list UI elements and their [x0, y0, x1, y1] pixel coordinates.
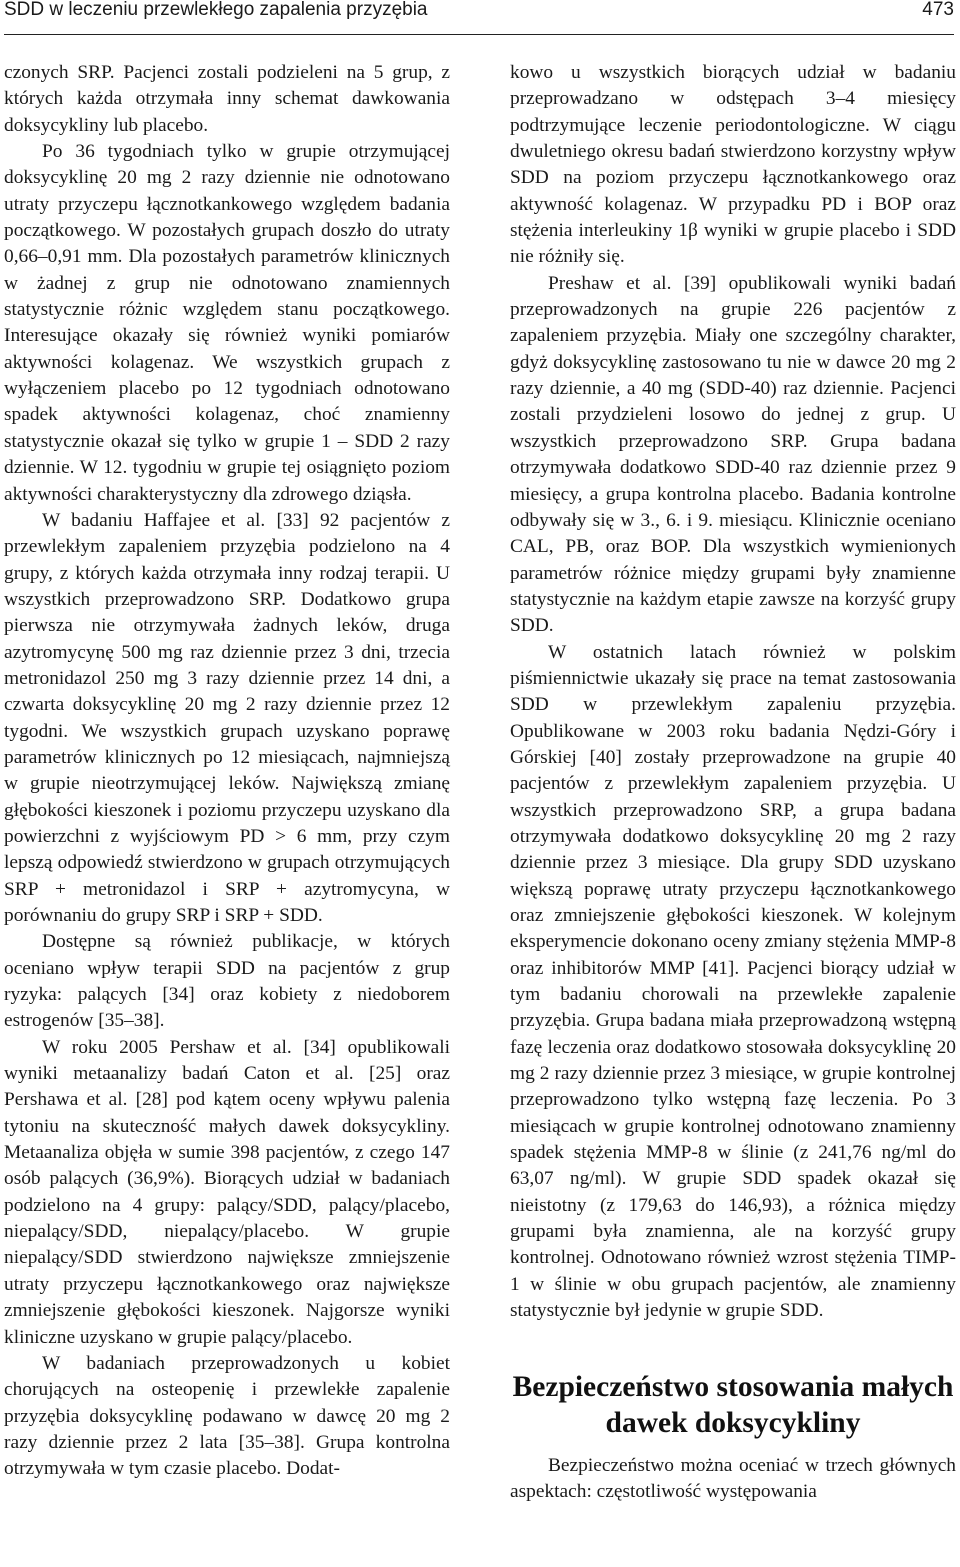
right-column: [510, 60, 956, 1505]
page-header: [4, 0, 954, 35]
body-paragraph: Bezpieczeństwo można oceniać w trzech głównych aspektach: częstotliwość występowania: [510, 1454, 956, 1502]
body-paragraph: W badaniach przeprowadzonych u kobiet chorujących na osteopenię i przewlekłe zapalenie przyzębia doksycyklinę podawano w dawcę 20 mg 2 razy dziennie przez 2 lata [35–38]. Grupa kontrolna otrzymywała w tym czasie placebo. Dodat-: [4, 1352, 450, 1480]
body-paragraph: Dostępne są również publikacje, w których oceniano wpływ terapii SDD na pacjentów z grup ryzyka: palących [34] oraz kobiety z niedoborem estrogenów [35–38].: [4, 931, 450, 1032]
body-paragraph: Preshaw et al. [39] opublikowali wyniki badań przeprowadzonych na grupie 226 pacjentów z zapaleniem przyzębia. Miały one szczególny charakter, gdyż doksycyklinę zastosowano tu nie w dawce 20 mg 2 razy dziennie, a 40 mg (SDD-40) raz dziennie. Pacjenci zostali przydzieleni losowo do jednej z grup. U wszystkich przeprowadzono SRP. Grupa badana otrzymywała dodatkowo SDD-40 raz dziennie przez 9 miesięcy, a grupa kontrolna placebo. Badania kontrolne odbywały się w 3., 6. i 9. miesiącu. Klinicznie oceniano CAL, PB, oraz BOP. Dla wszystkich wymienionych parametrów różnice między grupami były znamienne statystycznie na każdym etapie zawsze na korzyść grupy SDD.: [510, 272, 956, 637]
body-paragraph: W badaniu Haffajee et al. [33] 92 pacjentów z przewlekłym zapaleniem przyzębia podzielono na 4 grupy, z których każda otrzymała inny rodzaj terapii. U wszystkich przeprowadzono SRP. Dodatkowo grupa pierwsza nie otrzymywała żadnych leków, druga azytromycynę 500 mg raz dziennie przez 3 dni, trzecia metronidazol 250 mg 3 razy dziennie przez 14 dni, a czwarta doksycyklinę 20 mg 2 razy dziennie przez 12 tygodni. We wszystkich grupach uzyskano poprawę parametrów klinicznych po 12 miesiącach, najmniejszą w grupie nieotrzymującej leków. Największą zmianę głębokości kieszonek i poziomu przyczepu uzyskano dla powierzchni z wyjściowym PD > 6 mm, przy czym lepszą odpowiedź stwierdzono w grupach otrzymujących SRP + metronidazol i SRP + azytromycyna, w porównaniu do grupy SRP i SRP + SDD.: [4, 509, 450, 926]
section-heading: Bezpieczeństwo stosowania małych dawek doksycykliny: [512, 1370, 954, 1439]
body-paragraph: W ostatnich latach również w polskim piśmiennictwie ukazały się prace na temat zastosowania SDD w przewlekłym zapaleniu przyzębia. Opublikowane w 2003 roku badania Nędzi-Góry i Górskiej [40] zostały przeprowadzone na grupie 40 pacjentów z przewlekłym zapaleniem przyzębia. U wszystkich przeprowadzono SRP, a grupa badana otrzymywała dodatkowo doksycyklinę 20 mg 2 razy dziennie przez 3 miesiące. Dla grupy SDD uzyskano większą poprawę utraty przyczepu łącznotkankowego oraz zmniejszenie głębokości kieszonek. W kolejnym eksperymencie dokonano oceny zmiany stężenia MMP-8 oraz inhibitorów MMP [41]. Pacjenci biorący udział w tym badaniu chorowali na przewlekłe zapalenie przyzębia. Grupa badana miała przeprowadzoną wstępną fazę leczenia oraz dodatkowo stosowała doksycyklinę 20 mg 2 razy dziennie przez 3 miesiące, w grupie kontrolnej przeprowadzono tylko wstępną fazę leczenia. Po 3 miesiącach w grupie kontrolnej odnotowano znamienny spadek stężenia MMP-8 w ślinie (z 241,76 ng/ml do 63,07 ng/ml). W grupie SDD spadek okazał się nieistotny (z 179,63 do 146,93), a różnica między grupami była znamienna, ale na korzyść grupy kontrolnej. Odnotowano również wzrost stężenia TIMP-1 w ślinie w obu grupach pacjentów, ale znamienny statystycznie był jedynie w grupie SDD.: [510, 641, 956, 1322]
running-title: SDD w leczeniu przewlekłego zapalenia przyzębia: [4, 0, 428, 20]
left-column: [4, 60, 450, 1483]
body-paragraph: kowo u wszystkich biorących udział w badaniu przeprowadzano w odstępach 3–4 miesięcy podtrzymujące leczenie periodontologiczne. W ciągu dwuletniego okresu badań stwierdzono korzystny wpływ SDD na poziom przyczepu łącznotkankowego oraz aktywność kolagenaz. W przypadku PD i BOP oraz stężenia interleukiny 1β wyniki w grupie placebo i SDD nie różniły się.: [510, 62, 956, 268]
body-paragraph: czonych SRP. Pacjenci zostali podzieleni na 5 grup, z których każda otrzymała inny schemat dawkowania doksycykliny lub placebo.: [4, 62, 450, 136]
page-number: 473: [922, 0, 954, 20]
body-paragraph: Po 36 tygodniach tylko w grupie otrzymującej doksycyklinę 20 mg 2 razy dziennie nie odnotowano utraty przyczepu łącznotkankowego względem badania początkowego. W pozostałych grupach doszło do utraty 0,66–0,91 mm. Dla pozostałych parametrów klinicznych w żadnej z grup nie odnotowano znamiennych statystycznie różnic względem stanu początkowego. Interesujące okazały się również wyniki pomiarów aktywności kolagenaz. We wszystkich grupach z wyłączeniem placebo po 12 tygodniach odnotowano spadek aktywności kolagenaz, choć znamienny statystycznie okazał się tylko w grupie 1 – SDD 2 razy dziennie. W 12. tygodniu w grupie tej osiągnięto poziom aktywności charakterystyczny dla zdrowego dziąsła.: [4, 141, 450, 505]
body-paragraph: W roku 2005 Pershaw et al. [34] opublikowali wyniki metaanalizy badań Caton et al. [25] oraz Pershawa et al. [28] pod kątem oceny wpływu palenia tytoniu na skuteczność małych dawek doksycykliny. Metaanaliza objęła w sumie 398 pacjentów, z czego 147 osób palących (36,9%). Biorących udział w badaniach podzielono na 4 grupy: palący/SDD, palący/placebo, niepalący/SDD, niepalący/placebo. W grupie niepalący/SDD stwierdzono największe zmniejszenie utraty przyczepu łącznotkankowego oraz największe zmniejszenie głębokości kieszonek. Najgorsze wyniki kliniczne uzyskano w grupie palący/placebo.: [4, 1036, 450, 1348]
